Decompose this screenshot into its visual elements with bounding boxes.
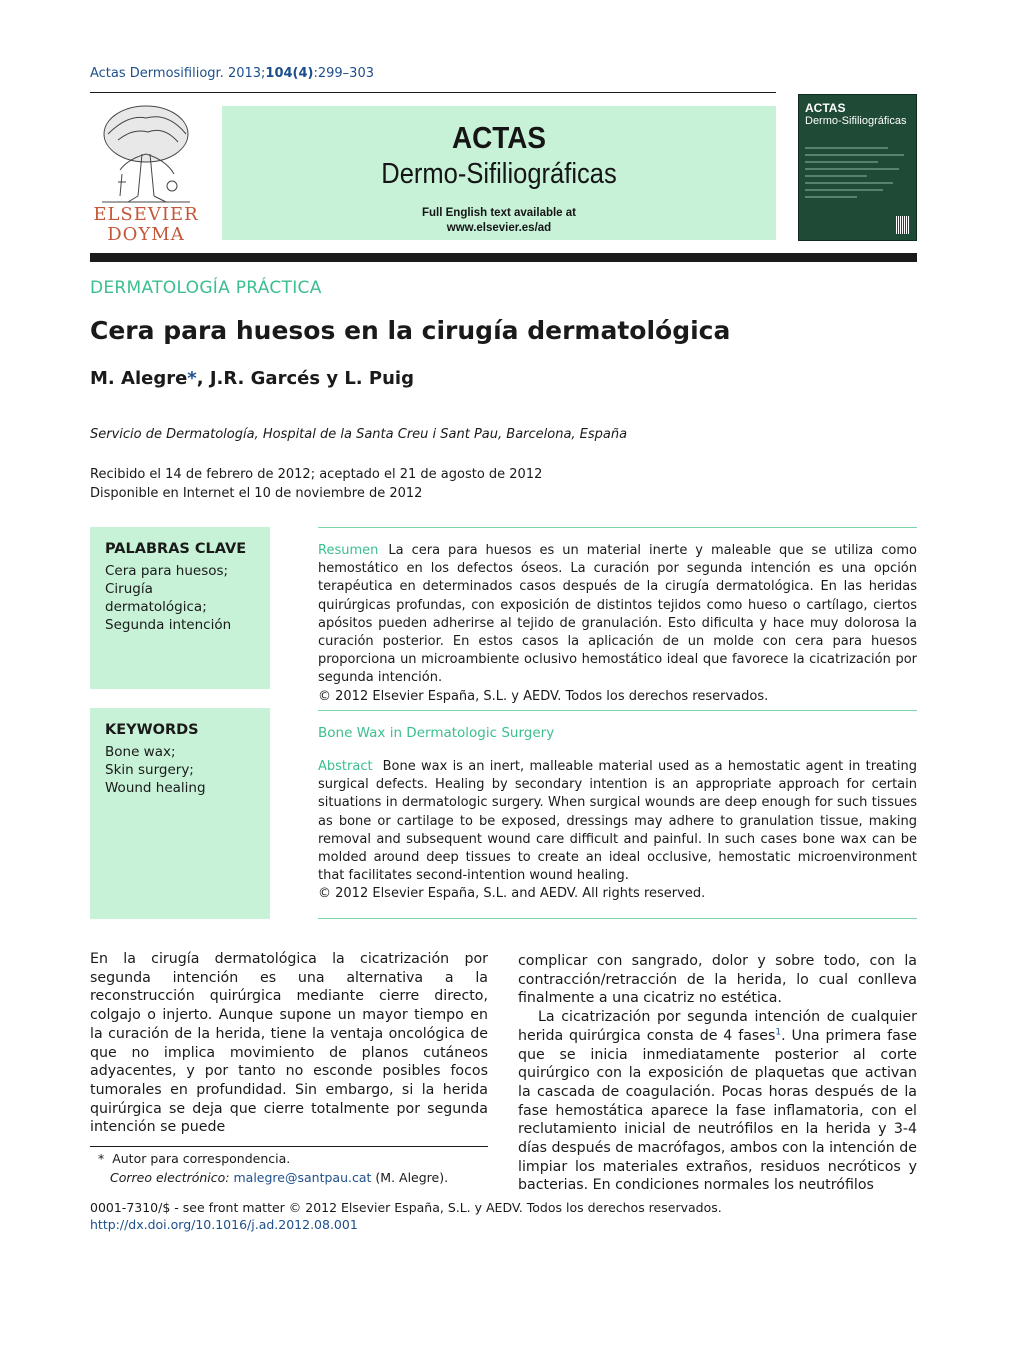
abstract-rule — [318, 710, 917, 711]
abstract-en — [318, 758, 917, 904]
header-thick-rule — [90, 253, 917, 262]
received-dates: Recibido el 14 de febrero de 2012; aceptado el 21 de agosto de 2012 — [90, 467, 543, 482]
citation-journal: Actas Dermosifiliogr. 2013; — [90, 66, 266, 81]
email-tail: (M. Alegre). — [375, 1169, 449, 1185]
keyword-item: Segunda intención — [105, 617, 232, 633]
author-1: M. Alegre — [90, 368, 188, 389]
email-label: Correo electrónico: — [110, 1169, 230, 1185]
online-date: Disponible en Internet el 10 de noviembre de 2012 — [90, 486, 423, 501]
citation-pages: :299–303 — [313, 66, 374, 81]
full-text-line-1: Full English text available at — [421, 207, 576, 219]
body-column-left — [90, 950, 488, 1137]
keyword-item: dermatológica; — [105, 599, 207, 615]
keyword-item: Wound healing — [105, 780, 206, 796]
journal-title-1: ACTAS — [451, 120, 547, 155]
journal-banner — [222, 106, 776, 240]
publisher-name-1: ELSEVIER — [93, 204, 199, 225]
elsevier-tree-icon — [98, 104, 194, 204]
abstract-en-label: Abstract — [318, 759, 373, 774]
keywords-en-box — [90, 708, 270, 919]
full-text-note — [222, 206, 776, 236]
footnote-mark: * — [98, 1151, 105, 1166]
abstract-es-label: Resumen — [318, 543, 379, 558]
keyword-item: Skin surgery; — [105, 762, 194, 778]
body-column-right — [518, 952, 917, 1195]
keyword-item: Cirugía — [105, 581, 153, 597]
affiliation: Servicio de Dermatología, Hospital de la Santa Creu i Sant Pau, Barcelona, España — [90, 427, 628, 442]
citation-volume: 104(4) — [265, 66, 314, 81]
cover-title-1: ACTAS — [805, 101, 846, 115]
abstract-en-text: Bone wax is an inert, malleable material used as a hemostatic agent in treating surgical defects. Healing by secondary intention is an appropriate approach for certain situations in dermatologic surgery. When surgical wounds are deep enough for such tissues as bone or cartilage to be exposed, dressings may adhere to granulation tissue, making removal and subsequent wound care difficult and painful. In such cases bone wax can be molded around deep tissues to create an ideal occlusive, hemostatic microenvironment that facilitates second-intention wound healing. — [318, 759, 917, 884]
body-paragraph: En la cirugía dermatológica la cicatrización por segunda intención es una alternativa a la reconstrucción quirúrgica mediante cierre directo, colgajo o injerto. Aunque supone un mayor tiempo en la curación de la herida, tiene la ventaja oncológica de que no implica movimiento de planos cutáneos adyacentes, y por tanto no esconde posibles focos tumorales en profundidad. Sin embargo, si la herida quirúrgica se deja que cierre totalmente por segunda intención se puede — [90, 951, 488, 1136]
corresponding-author-mark[interactable]: * — [187, 368, 197, 389]
publisher-name-2: DOYMA — [107, 224, 185, 245]
abstract-es-copyright: © 2012 Elsevier España, S.L. y AEDV. Todos los derechos reservados. — [318, 688, 769, 704]
body-paragraph — [518, 1008, 917, 1195]
authors-rest: , J.R. Garcés y L. Puig — [196, 368, 414, 389]
abstract-en-copyright: © 2012 Elsevier España, S.L. and AEDV. All rights reserved. — [318, 886, 706, 902]
cover-barcode — [896, 216, 910, 234]
body-paragraph: complicar con sangrado, dolor y sobre todo, con la contracción/retracción de la herida, lo cual conlleva finalmente a una cicatriz no estética. — [518, 953, 917, 1007]
body-text: . Una primera fase que se inicia inmediatamente posterior al corte quirúrgico con la exposición de plaquetas que activan la cascada de coagulación. Pocas horas después de la fase hemostática aparece la fase inflamatoria, con el reclutamiento inicial de neutrófilos en la herida y 3-4 días después de macrófagos, ambos con la intención de limpiar los materiales extraños, residuos necróticos y bacterias. En condiciones normales los neutrófilos — [518, 1027, 917, 1194]
email-link[interactable]: malegre@santpau.cat — [233, 1169, 372, 1185]
keywords-en-heading: KEYWORDS — [105, 722, 199, 738]
article-title: Cera para huesos en la cirugía dermatológica — [90, 316, 731, 345]
abstract-es — [318, 542, 917, 706]
abstract-rule — [318, 918, 917, 919]
section-label: DERMATOLOGÍA PRÁCTICA — [90, 278, 322, 298]
header-rule — [90, 92, 776, 93]
keyword-item: Cera para huesos; — [105, 563, 229, 579]
body-text: La cicatrización por segunda intención de cualquier herida quirúrgica consta de 4 fases — [518, 1009, 917, 1044]
reference-link[interactable]: 1 — [775, 1027, 782, 1038]
cover-title-2: Dermo-Sifiliográficas — [805, 115, 907, 127]
footnote-rule — [90, 1146, 488, 1147]
abstract-es-text: La cera para huesos es un material inerte y maleable que se utiliza como hemostático en los defectos óseos. La curación por segunda intención es una opción terapéutica en determinados casos después de la cirugía dermatológica. En las heridas quirúrgicas profundas, con exposición de distintos tejidos como hueso o cartílago, ciertos apósitos pueden adherirse al tejido de granulación. Esto dificulta y hace muy dolorosa la curación posterior. En estos casos la aplicación de un molde con cera para huesos proporciona un microambiente oclusivo hemostático ideal que favorece la cicatrización por segunda intención. — [318, 543, 917, 686]
front-matter-line: 0001-7310/$ - see front matter © 2012 Elsevier España, S.L. y AEDV. Todos los derechos reservados. — [90, 1200, 722, 1215]
publisher-logo[interactable] — [90, 104, 202, 245]
doi-link[interactable]: http://dx.doi.org/10.1016/j.ad.2012.08.001 — [90, 1216, 358, 1232]
front-matter — [90, 1200, 722, 1233]
english-title: Bone Wax in Dermatologic Surgery — [318, 725, 555, 741]
journal-citation[interactable] — [90, 66, 374, 81]
journal-title-2: Dermo-Sifiliográficas — [381, 158, 617, 190]
footnote — [90, 1150, 448, 1187]
cover-contents-lines — [805, 147, 909, 203]
keywords-es-box — [90, 527, 270, 689]
full-text-line-2[interactable]: www.elsevier.es/ad — [446, 222, 552, 234]
keywords-es-heading: PALABRAS CLAVE — [105, 541, 247, 557]
journal-cover-thumbnail[interactable] — [798, 94, 917, 241]
authors — [90, 368, 414, 389]
abstract-rule — [318, 527, 917, 528]
footnote-text: Autor para correspondencia. — [112, 1151, 291, 1166]
keyword-item: Bone wax; — [105, 744, 176, 760]
